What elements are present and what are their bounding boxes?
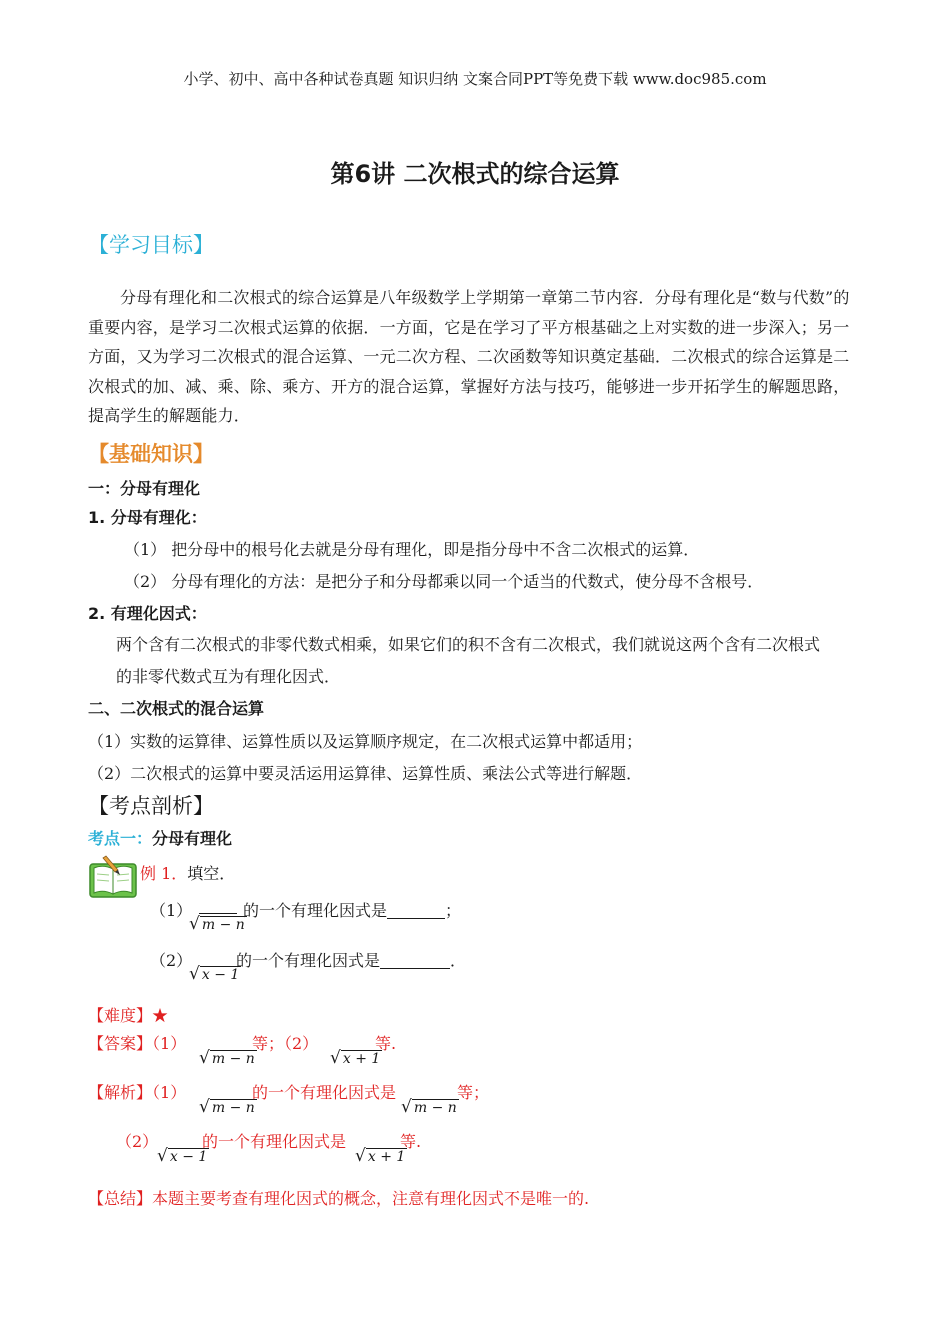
page-header: 小学、初中、高中各种试卷真题 知识归纳 文案合同PPT等免费下载 www.doc985.com bbox=[183, 70, 767, 88]
explain-end-1: 等； bbox=[457, 1083, 490, 1102]
q2-radical: √ x − 1 bbox=[189, 964, 240, 984]
q2-number: （2） bbox=[150, 951, 193, 970]
item1-title: 1. 分母有理化： bbox=[88, 508, 207, 527]
explain-radical-1: √ m − n bbox=[199, 1097, 255, 1117]
example-text: 填空． bbox=[187, 864, 236, 883]
q2-blank[interactable] bbox=[380, 952, 450, 969]
part2-line2: （2）二次根式的运算中要灵活运用运算律、运算性质、乘法公式等进行解题． bbox=[88, 764, 643, 783]
answer-radicand-2: x + 1 bbox=[342, 1051, 381, 1067]
answer-label-text: 【答案】 bbox=[88, 1034, 153, 1053]
summary-text: 本题主要考查有理化因式的概念，注意有理化因式不是唯一的. bbox=[152, 1189, 590, 1208]
answer-mid: 等；（2） bbox=[252, 1034, 319, 1053]
q2-end: ． bbox=[450, 951, 467, 970]
summary-label: 【总结】 bbox=[88, 1189, 153, 1208]
part2-line1: （1）实数的运算律、运算性质以及运算顺序规定，在二次根式运算中都适用； bbox=[88, 732, 643, 751]
difficulty-stars: ★ bbox=[152, 1006, 169, 1025]
explain-radical-4: √ x + 1 bbox=[355, 1146, 406, 1166]
explain-part1: （1） bbox=[152, 1083, 187, 1102]
section-goals-heading: 【学习目标】 bbox=[88, 233, 214, 257]
answer-radical-1: √ m − n bbox=[199, 1048, 255, 1068]
difficulty-label: 【难度】 bbox=[88, 1006, 153, 1025]
explain-part2: （2） bbox=[116, 1132, 159, 1151]
item2-line1: 两个含有二次根式的非零代数式相乘，如果它们的积不含有二次根式，我们就说这两个含有二次根式 bbox=[116, 635, 821, 654]
explain-text-2: 的一个有理化因式是 bbox=[202, 1132, 347, 1151]
explain-radicand-4: x + 1 bbox=[367, 1149, 406, 1165]
explain-label bbox=[88, 1083, 186, 1103]
page-title: 第6讲 二次根式的综合运算 bbox=[330, 160, 620, 188]
q1-line bbox=[243, 901, 461, 921]
explain-radicand-2: m − n bbox=[413, 1100, 457, 1116]
section-analysis-heading: 【考点剖析】 bbox=[88, 794, 214, 818]
part1-title: 一：分母有理化 bbox=[88, 479, 201, 498]
q2-line bbox=[236, 951, 466, 971]
explain-radical-2: √ m − n bbox=[401, 1097, 457, 1117]
explain-text-1: 的一个有理化因式是 bbox=[252, 1083, 397, 1102]
item1-sub1: （1） 把分母中的根号化去就是分母有理化，即是指分母中不含二次根式的运算． bbox=[124, 540, 700, 559]
q1-text: 的一个有理化因式是 bbox=[243, 901, 388, 920]
q1-radical: √ m − n bbox=[189, 914, 245, 934]
difficulty-line bbox=[88, 1006, 168, 1026]
q1-end: ； bbox=[445, 901, 462, 920]
explain-label-text: 【解析】 bbox=[88, 1083, 153, 1102]
example-line bbox=[140, 864, 235, 884]
q1-blank[interactable] bbox=[387, 902, 445, 919]
explain-radicand-3: x − 1 bbox=[169, 1149, 208, 1165]
example-label: 例 1． bbox=[140, 864, 188, 883]
explain-radicand-1: m − n bbox=[211, 1100, 255, 1116]
q2-radicand: x − 1 bbox=[201, 967, 240, 983]
goals-paragraph: 分母有理化和二次根式的综合运算是八年级数学上学期第一章第二节内容．分母有理化是“数与代数”的重要内容，是学习二次根式运算的依据．一方面，它是在学习了平方根基础之上对实数的进一步深入；另一方面，又为学习二次根式的混合运算、一元二次方程、二次函数等知识奠定基础．二次根式的综合运算是二次根式的加、减、乘、除、乘方、开方的混合运算，掌握好方法与技巧，能够进一步开拓学生的解题思路，提高学生的解题能力． bbox=[88, 288, 850, 425]
q2-text: 的一个有理化因式是 bbox=[236, 951, 381, 970]
kaodian-line bbox=[88, 829, 232, 849]
kaodian-name: 分母有理化 bbox=[152, 829, 233, 848]
q1-overline bbox=[199, 913, 237, 915]
explain-end-2: 等. bbox=[400, 1132, 422, 1151]
part2-title: 二、二次根式的混合运算 bbox=[88, 699, 265, 718]
item1-sub2: （2） 分母有理化的方法：是把分子和分母都乘以同一个适当的代数式，使分母不含根号． bbox=[124, 572, 764, 591]
summary-line bbox=[88, 1189, 589, 1209]
item2-line2: 的非零代数式互为有理化因式． bbox=[116, 667, 341, 686]
q1-number: （1） bbox=[150, 901, 193, 920]
book-pencil-icon bbox=[88, 854, 140, 900]
kaodian-prefix: 考点一： bbox=[88, 829, 153, 848]
answer-end: 等. bbox=[375, 1034, 397, 1053]
explain-radical-3: √ x − 1 bbox=[157, 1146, 208, 1166]
answer-label bbox=[88, 1034, 186, 1054]
q1-radicand: m − n bbox=[201, 917, 245, 933]
answer-part1: （1） bbox=[152, 1034, 187, 1053]
answer-radical-2: √ x + 1 bbox=[330, 1048, 381, 1068]
item2-title: 2. 有理化因式： bbox=[88, 604, 207, 623]
answer-radicand-1: m − n bbox=[211, 1051, 255, 1067]
section-basics-heading: 【基础知识】 bbox=[88, 442, 214, 466]
